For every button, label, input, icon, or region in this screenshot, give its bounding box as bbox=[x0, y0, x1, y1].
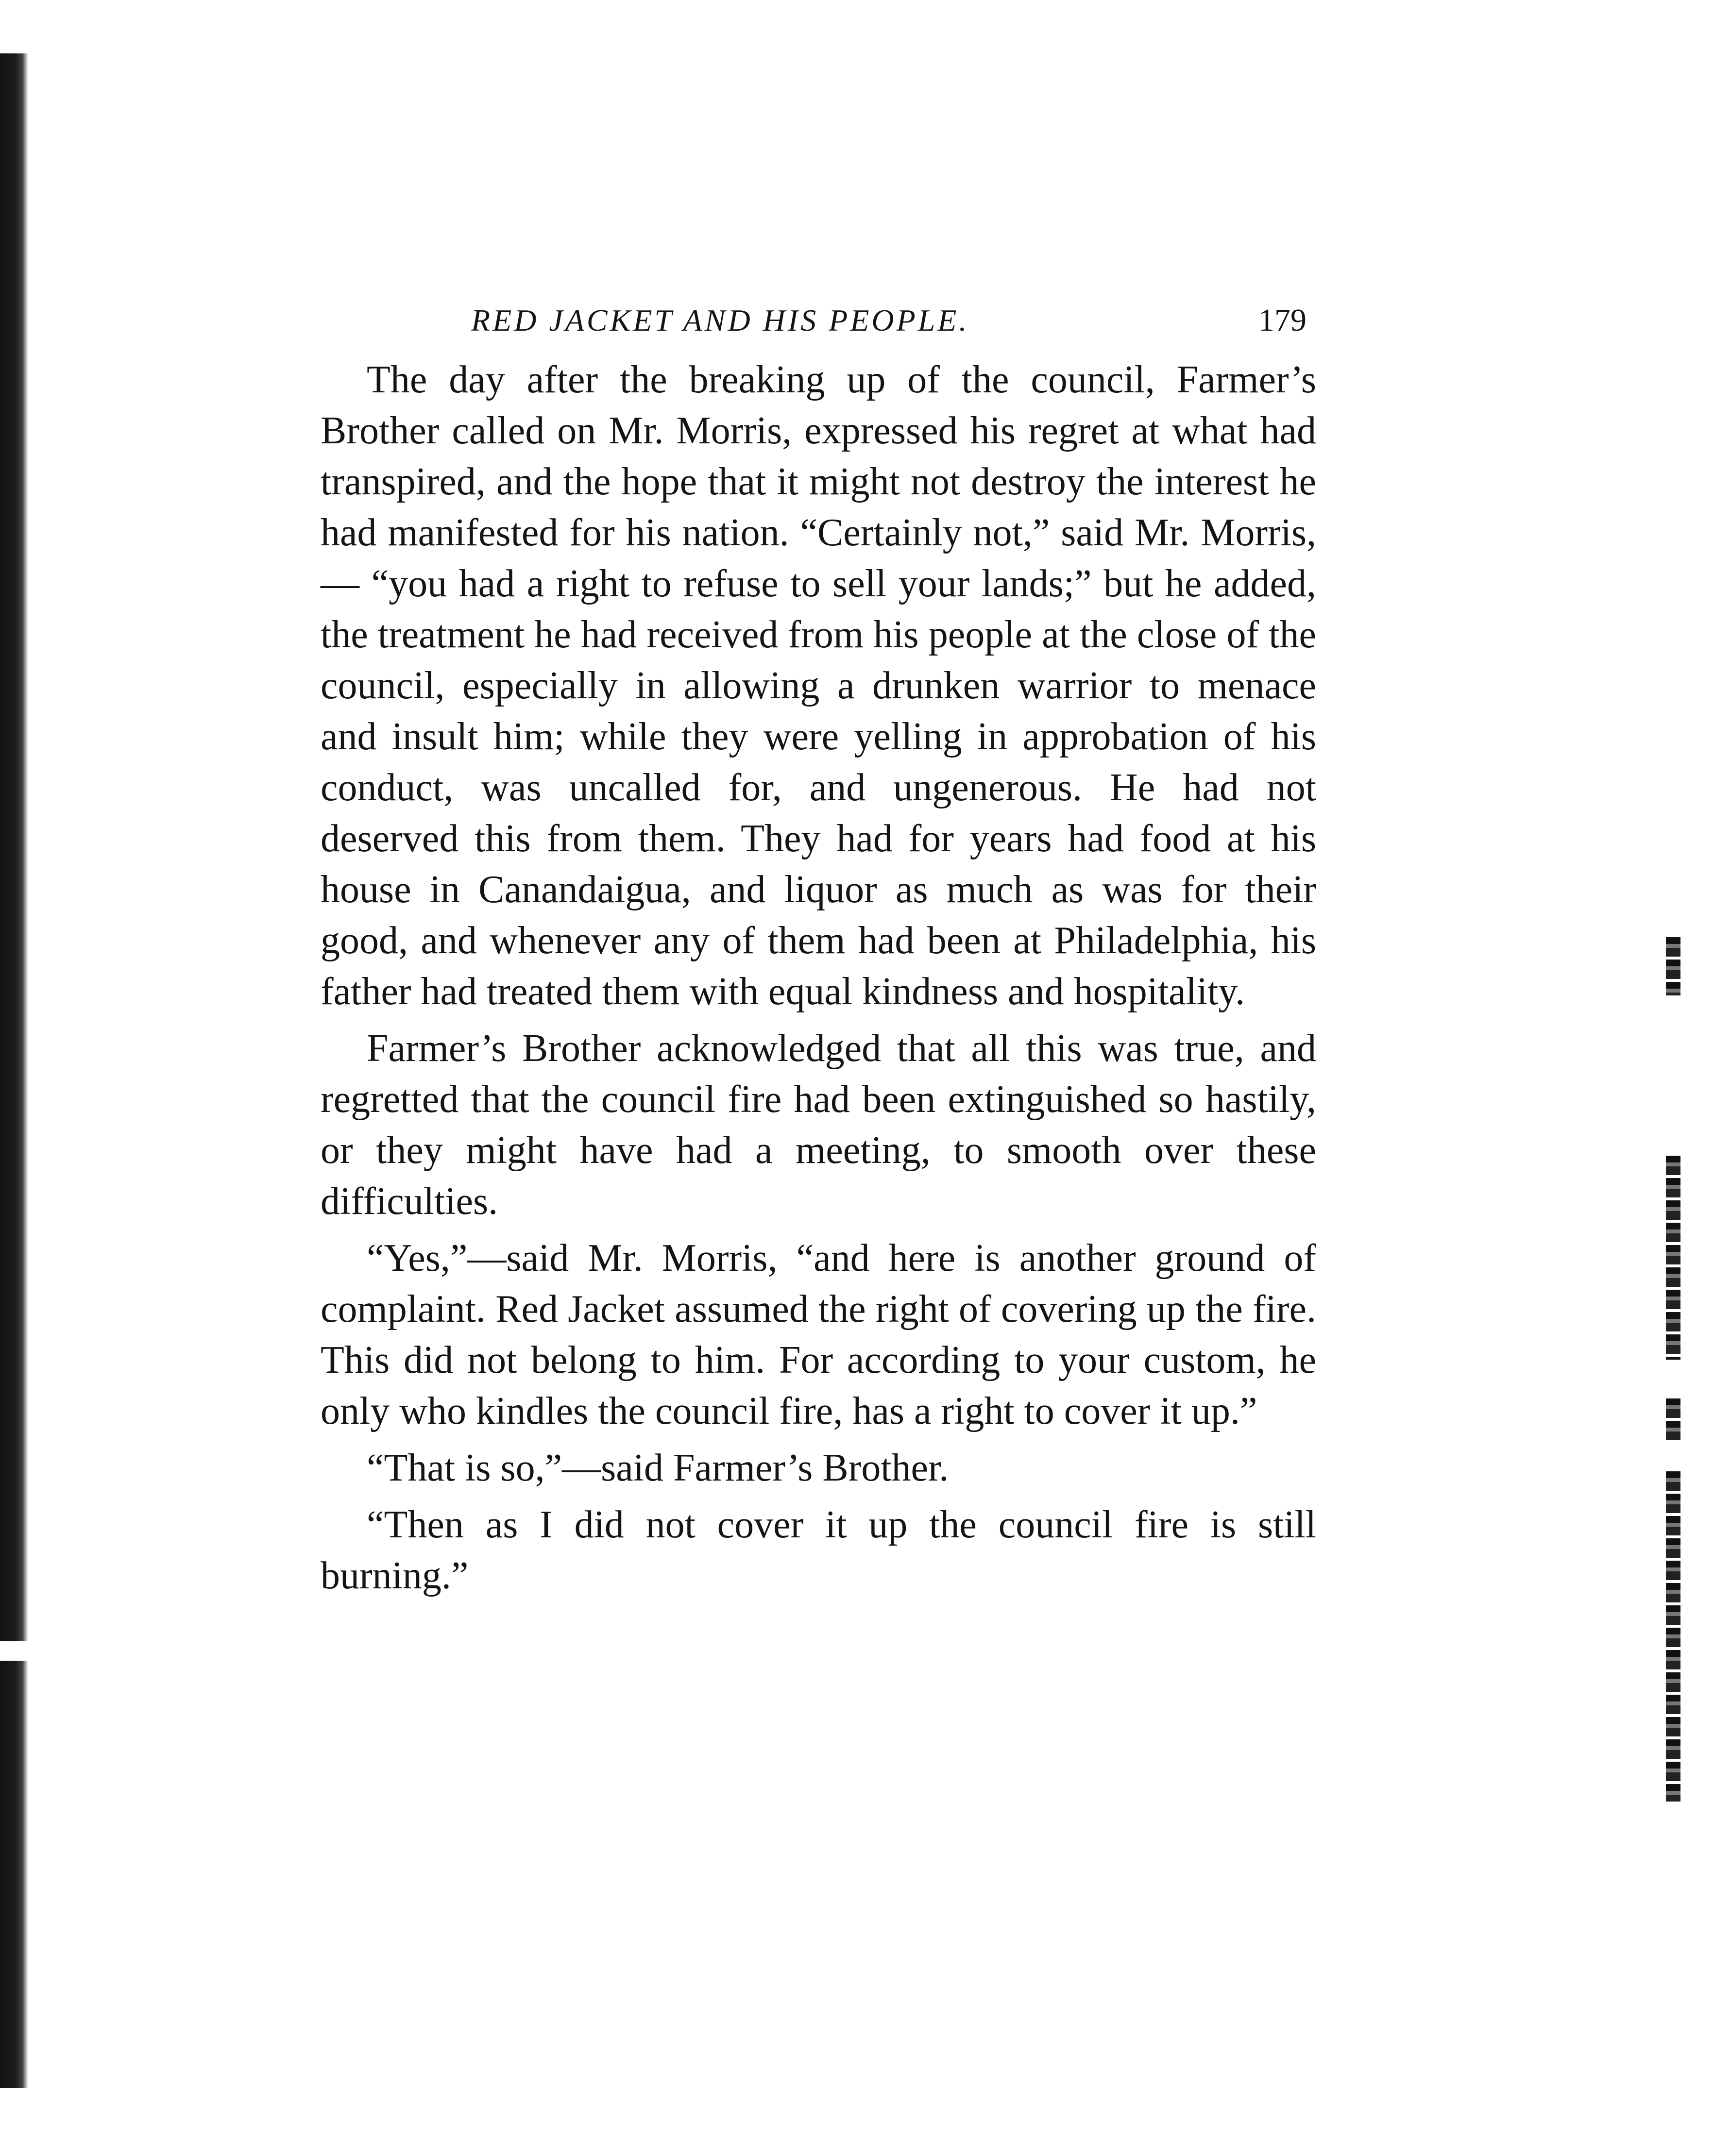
binding-edge-shadow bbox=[0, 53, 28, 2088]
running-title: RED JACKET AND HIS PEOPLE. bbox=[471, 303, 969, 337]
scan-margin-strip bbox=[1666, 1471, 1680, 1802]
scan-margin-strip bbox=[1666, 1156, 1680, 1360]
scan-margin-strip bbox=[1666, 937, 1680, 995]
paragraph: “Yes,”—said Mr. Morris, “and here is another ground of complaint. Red Jacket assumed the right of covering up the fire. This did not belong to him. For according to your custom, he only who kindles the council fire, has a right to cover it up.” bbox=[321, 1237, 1316, 1432]
page-number: 179 bbox=[1258, 303, 1307, 338]
paragraph: The day after the breaking up of the council, Farmer’s Brother called on Mr. Morris, expressed his regret at what had transpired, and the hope that it might not destroy the interest he had manifested for his nation. “Certainly not,” said Mr. Morris,— “you had a right to refuse to sell your lands;” but he added, the treatment he had received from his people at the close of the council, especially in allowing a drunken warrior to menace and insult him; while they were yelling in approbation of his conduct, was uncalled for, and ungenerous. He had not deserved this from them. They had for years had food at his house in Canandaigua, and liquor as much as was for their good, and whenever any of them had been at Philadelphia, his father had treated them with equal kindness and hospitality. bbox=[321, 358, 1316, 1013]
paragraph: “Then as I did not cover it up the council fire is still burning.” bbox=[321, 1503, 1316, 1597]
running-header bbox=[321, 291, 1316, 350]
body-text bbox=[321, 354, 1316, 1607]
scan-margin-strip bbox=[1666, 1398, 1680, 1442]
binding-edge-gap bbox=[0, 1641, 29, 1661]
paragraph: Farmer’s Brother acknowledged that all this was true, and regretted that the council fire had been extinguished so hastily, or they might have had a meeting, to smooth over these difficulties. bbox=[321, 1027, 1316, 1223]
paragraph: “That is so,”—said Farmer’s Brother. bbox=[367, 1447, 949, 1489]
